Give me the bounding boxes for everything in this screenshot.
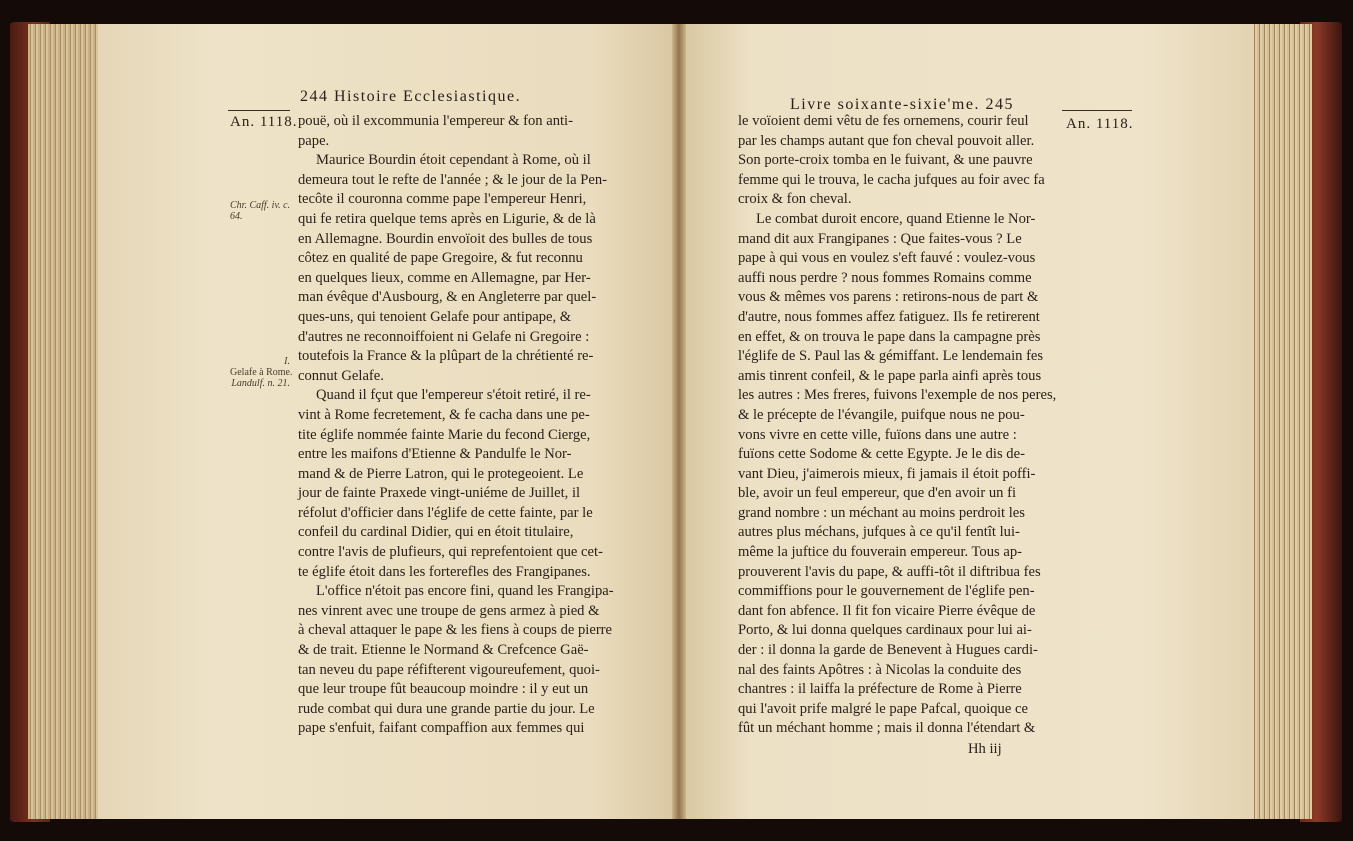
text-line: amis tinrent confeil, & le pape parla ainfi après tous [738,367,1042,384]
text-line: der : il donna la garde de Benevent à Hugues cardi- [738,642,1038,659]
text-line: toutefois la France & la plûpart de la chrétienté re- [298,348,594,365]
text-line: Maurice Bourdin étoit cependant à Rome, où il [316,152,591,169]
text-line: autres plus méchans, jufques à ce qu'il fentît lui- [738,524,1020,541]
left-margin-year: An. 1118. [230,114,298,130]
text-line: Son porte-croix tomba en le fuivant, & une pauvre [738,152,1033,169]
text-line: chantres : il laiffa la préfecture de Rome à Pierre [738,681,1022,698]
signature-mark: Hh iij [968,741,1002,757]
text-line: les autres : Mes freres, fuivons l'exemple de nos peres, [738,387,1057,404]
text-line: mand dit aux Frangipanes : Que faites-vous ? Le [738,230,1022,247]
text-line: en Allemagne. Bourdin envoïoit des bulles de tous [298,230,593,247]
text-line: tan neveu du pape réfifterent vigoureufement, quoi- [298,661,600,678]
text-line: Quand il fçut que l'empereur s'étoit retiré, il re- [316,387,591,404]
right-running-header: Livre soixante-sixie'me. 245 [790,96,1014,113]
right-margin-rule [1062,110,1132,111]
text-line: en quelques lieux, comme en Allemagne, par Her- [298,269,591,286]
text-line: vint à Rome fecretement, & fe cacha dans une pe- [298,406,590,423]
text-line: vons vivre en cette ville, fuïons dans une autre : [738,426,1017,443]
text-line: à cheval attaquer le pape & les fiens à coups de pierre [298,622,613,639]
left-running-header: 244 Histoire Ecclesiastique. [300,88,522,105]
left-margin-rule [228,110,290,111]
text-line: commiffions pour le gouvernement de l'églife pen- [738,583,1035,600]
text-line: le voïoient demi vêtu de fes ornemens, courir feul [738,113,1029,129]
text-line: mand & de Pierre Latron, qui le protegeoient. Le [298,465,584,482]
text-line: Porto, & lui donna quelques cardinaux pour lui ai- [738,622,1032,639]
margin-note-line: 64. [230,211,243,222]
text-line: fuïons cette Sodome & cette Egypte. Je le dis de- [738,446,1025,463]
text-line: nes vinrent avec une troupe de gens armez à pied & [298,602,600,619]
text-line: connut Gelafe. [298,367,384,384]
text-line: pouë, où il excommunia l'empereur & fon anti- [298,113,573,129]
text-line: grand nombre : un méchant au moins perdroit les [738,504,1025,521]
text-line: jour de fainte Praxede vingt-uniéme de Juillet, il [298,485,581,502]
text-line: man évêque d'Ausbourg, & en Angleterre par quel- [298,289,597,306]
page-edges-left [28,24,102,819]
margin-note-line: Gelafe à Rome. [230,367,293,378]
text-line: & le précepte de l'évangile, puifque nous ne pou- [738,406,1025,423]
text-line: d'autres ne reconnoiffoient ni Gelafe ni Gregoire : [298,328,590,345]
text-line: par les champs autant que fon cheval pouvoit aller. [738,132,1035,149]
text-line: Le combat duroit encore, quand Etienne le Nor- [756,210,1036,227]
page-edges-right [1252,24,1312,819]
text-line: qui fe retira quelque tems après en Ligurie, & de là [298,210,596,227]
text-line: ble, avoir un feul empereur, que d'en avoir un fi [738,485,1017,502]
text-line: pape à qui vous en voulez s'eft fauvé : voulez-vous [738,250,1036,267]
text-line: réfolut d'officier dans l'églife de cette fainte, par le [298,504,593,521]
text-line: femme qui le trouva, le cacha jufques au foir avec fa [738,171,1045,188]
right-margin-year: An. 1118. [1066,116,1134,132]
text-line: même la juftice du fouverain empereur. Tous ap- [738,544,1022,561]
text-line: côtez en qualité de pape Gregoire, & fut reconnu [298,250,583,267]
text-line: tecôte il couronna comme pape l'empereur Henri, [298,191,587,208]
margin-note-line: Landulf. n. 21. [231,378,290,389]
text-line: nal des faints Apôtres : à Nicolas la conduite des [738,661,1022,678]
text-line: demeura tout le refte de l'année ; & le jour de la Pen- [298,171,607,188]
book-gutter [672,24,686,819]
text-line: te églife étoit dans les forterefles des Frangipanes. [298,563,591,580]
text-line: tite églife nommée fainte Marie du fecond Cierge, [298,426,591,443]
text-line: croix & fon cheval. [738,191,852,208]
text-line: pape s'enfuit, faifant compaffion aux femmes qui [298,720,585,737]
text-line: contre l'avis de plufieurs, qui reprefentoient que cet- [298,544,603,561]
left-margin-note-1 [230,200,290,222]
text-line: en effet, & on trouva le pape dans la campagne près [738,328,1041,345]
margin-note-line: I. [284,356,290,367]
text-line: vant Dieu, j'aimerois mieux, fi jamais il étoit poffi- [738,465,1036,482]
text-line: ques-uns, qui tenoient Gelafe pour antipape, & [298,308,572,325]
text-line: d'autre, nous fommes affez fatiguez. Ils fe retirerent [738,308,1040,325]
right-body-text [738,112,1057,739]
text-line: pape. [298,132,330,149]
text-line: rude combat qui dura une grande partie du jour. Le [298,700,595,717]
text-line: confeil du cardinal Didier, qui en étoit titulaire, [298,524,574,541]
text-line: l'églife de S. Paul las & gémiffant. Le lendemain fes [738,348,1044,365]
text-line: prouverent l'avis du pape, & auffi-tôt il diftribua fes [738,563,1041,580]
text-line: dant fon abfence. Il fit fon vicaire Pierre évêque de [738,602,1036,619]
text-line: entre les maifons d'Etienne & Pandulfe le Nor- [298,446,572,463]
text-line: qui l'avoit prife malgré le pape Pafcal, quoique ce [738,700,1028,717]
margin-note-line: Chr. Caff. iv. c. [230,200,291,211]
left-margin-note-2 [230,356,293,389]
text-line: & de trait. Etienne le Normand & Crefcence Gaë- [298,642,589,659]
text-line: vous & mêmes vos parens : retirons-nous de part & [738,289,1039,306]
left-body-text [298,112,628,739]
text-line: que leur troupe fût beaucoup moindre : il y eut un [298,681,589,698]
text-line: fût un méchant homme ; mais il donna l'étendart & [738,720,1036,737]
text-line: auffi nous perdre ? nous fommes Romains comme [738,269,1032,286]
text-line: L'office n'étoit pas encore fini, quand les Frangipa- [316,583,614,600]
